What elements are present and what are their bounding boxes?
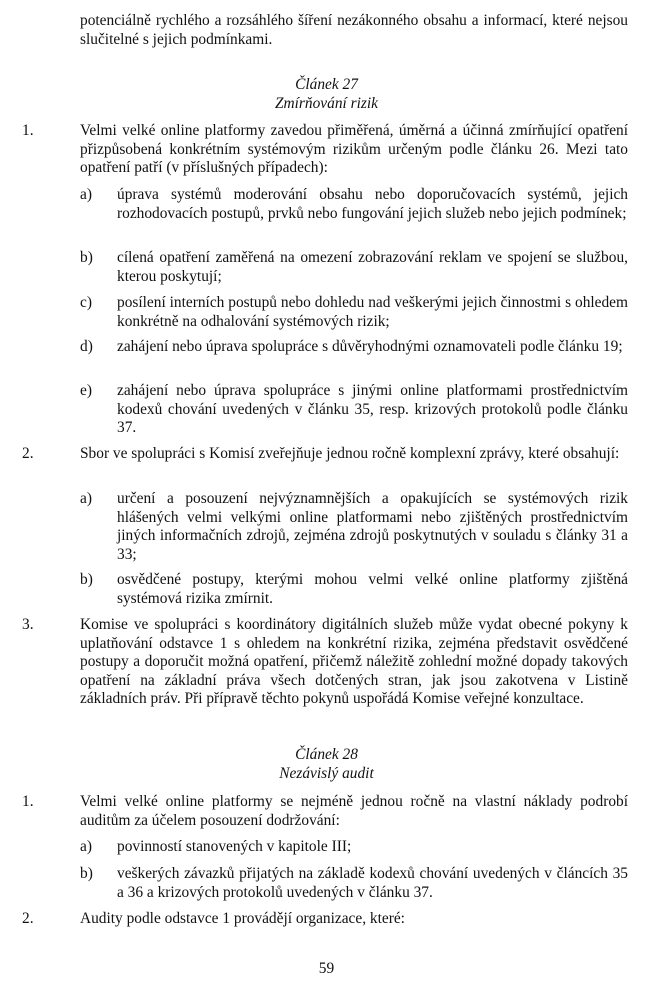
article-28-subtitle: Nezávislý audit <box>279 764 374 782</box>
point-text: určení a posouzení nejvýznamnějších a opakujících se systémových rizik hlášených velmi velkými online platformami nebo zjištěných prostřednictvím jiných informačních zdrojů, zejména zdrojů poskytnutých v souladu s články 31 a 33; <box>117 490 628 563</box>
article-28-heading <box>0 746 653 783</box>
paragraph-number: 2. <box>22 910 34 927</box>
point-text: zahájení nebo úprava spolupráce s jinými online platformami prostřednictvím kodexů chování uvedených v článku 35, resp. krizových protokolů podle článku 37. <box>117 382 628 436</box>
paragraph-number: 1. <box>22 122 34 139</box>
article-27-heading <box>0 76 653 113</box>
point-letter: b) <box>80 249 93 266</box>
point-text: osvědčené postupy, kterými mohou velmi velké online platformy zjištěná systémová rizika zmírnit. <box>117 571 628 607</box>
paragraph-number: 3. <box>22 616 34 633</box>
point-text: cílená opatření zaměřená na omezení zobrazování reklam ve spojení se službou, kterou poskytují; <box>117 249 628 285</box>
point-text: zahájení nebo úprava spolupráce s důvěryhodnými oznamovateli podle článku 19; <box>117 338 623 355</box>
paragraph-number: 2. <box>22 445 34 462</box>
paragraph-number: 1. <box>22 793 34 810</box>
paragraph-text: Sbor ve spolupráci s Komisí zveřejňuje jednou ročně komplexní zprávy, které obsahují: <box>80 445 620 462</box>
paragraph-text: Komise ve spolupráci s koordinátory digitálních služeb může vydat obecné pokyny k uplatňování odstavce 1 s ohledem na konkrétní rizika, zejména představit osvědčené postupy a doporučit možná opatření, přičemž náležitě zohlední možné dopady takových opatření na základní práva všech dotčených stran, jak jsou zakotvena v Listině základních práv. Při přípravě těchto pokynů uspořádá Komise veřejné konzultace. <box>80 616 628 707</box>
point-letter: b) <box>80 865 93 882</box>
point-letter: d) <box>80 338 93 355</box>
paragraph-text: Audity podle odstavce 1 provádějí organizace, které: <box>80 910 405 927</box>
intro-paragraph: potenciálně rychlého a rozsáhlého šíření nezákonného obsahu a informací, které nejsou slučitelné s jejich podmínkami. <box>80 12 628 48</box>
paragraph-text: Velmi velké online platformy zavedou přiměřená, úměrná a účinná zmírňující opatření přizpůsobená konkrétním systémovým rizikům určeným podle článku 26. Mezi tato opatření patří (v příslušných případech): <box>80 122 628 176</box>
point-letter: e) <box>80 382 92 399</box>
point-text: úprava systémů moderování obsahu nebo doporučovacích systémů, jejich rozhodovacích postupů, prvků nebo fungování jejich služeb nebo jejich podmínek; <box>117 186 628 222</box>
point-letter: a) <box>80 490 92 507</box>
point-letter: b) <box>80 571 93 588</box>
point-letter: a) <box>80 186 92 203</box>
point-text: veškerých závazků přijatých na základě kodexů chování uvedených v článcích 35 a 36 a krizových protokolů uvedených v článku 37. <box>117 865 628 901</box>
article-27-title: Článek 27 <box>295 76 358 93</box>
paragraph-text: Velmi velké online platformy se nejméně jednou ročně na vlastní náklady podrobí auditům za účelem posouzení dodržování: <box>80 793 628 829</box>
point-text: povinností stanovených v kapitole III; <box>117 838 352 855</box>
point-text: posílení interních postupů nebo dohledu nad veškerými jejich činnostmi s ohledem konkrétně na odhalování systémových rizik; <box>117 294 628 330</box>
article-28-title: Článek 28 <box>295 746 358 763</box>
point-letter: c) <box>80 294 92 311</box>
point-letter: a) <box>80 838 92 855</box>
article-27-subtitle: Zmírňování rizik <box>274 94 379 112</box>
page-number: 59 <box>318 960 335 977</box>
